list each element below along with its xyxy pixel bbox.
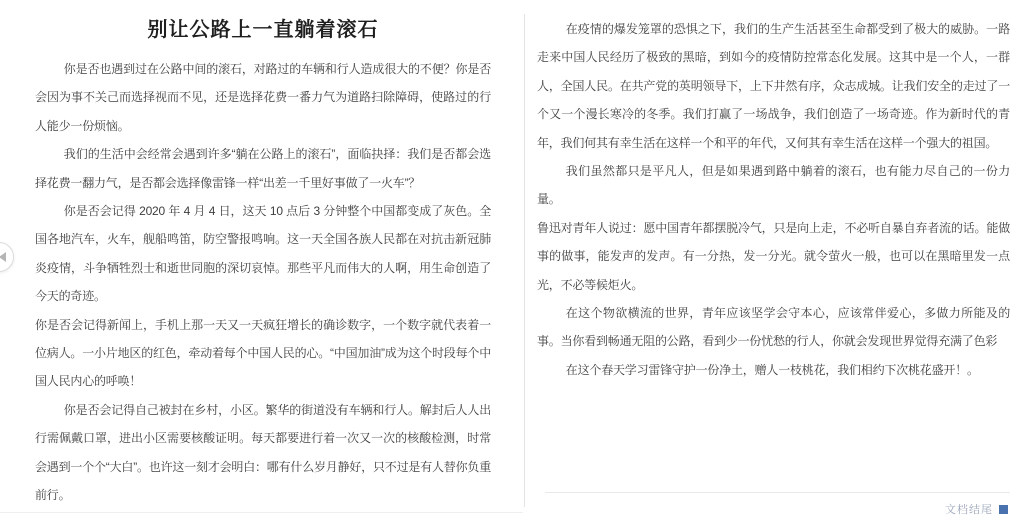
end-of-document-rule [545,492,1010,493]
paragraph[interactable]: 你是否会记得自己被封在乡村，小区。繁华的街道没有车辆和行人。解封后人人出行需佩戴口罩，进出小区需要核酸证明。每天都要进行着一次又一次的核酸检测，时常会遇到一个个“大白”。也许这一刻才会明白：哪有什么岁月静好，只不过是有人替你负重前行。 [35,402,491,503]
paragraph[interactable]: 你是否会记得 2020 年 4 月 4 日，这天 10 点后 3 分钟整个中国都变成了灰色。全国各地汽车，火车，舰船鸣笛，防空警报鸣响。这一天全国各族人民都在对抗击新冠肺炎疫情，斗争牺牲烈士和逝世同胞的深切哀悼。那些平凡而伟大的人啊，用生命创造了今天的奇迹。 [35,204,491,304]
paragraph[interactable]: 在这个物欲横流的世界，青年应该坚学会守本心，应该常伴爱心，多做力所能及的事。当你看到畅通无阻的公路，看到少一份忧愁的行人，你就会发现世界觉得充满了色彩 [537,306,1010,349]
end-of-document-square-icon [999,505,1008,514]
paragraph[interactable]: 你是否会记得新闻上，手机上那一天又一天疯狂增长的确诊数字，一个数字就代表着一位病人。一小片地区的红色，牵动着每个中国人民的心。“中国加油”成为这个时段每个中国人民内心的呼唤！ [35,317,491,389]
paragraph[interactable]: 我们虽然都只是平凡人，但是如果遇到路中躺着的滚石，也有能力尽自己的一份力量。 [537,164,1010,207]
paragraph[interactable]: 你是否也遇到过在公路中间的滚石，对路过的车辆和行人造成很大的不便？你是否会因为事不关己而选择视而不见，还是选择花费一番力气为道路扫除障碍，使路过的行人能少一份烦恼。 [35,62,491,133]
paragraph[interactable]: 我们的生活中会经常会遇到许多“躺在公路上的滚石”，面临抉择：我们是否都会选择花费一翻力气，是否都会选择像雷锋一样“出差一千里好事做了一火车”？ [35,147,491,190]
paragraph[interactable]: 在疫情的爆发笼罩的恐惧之下，我们的生产生活甚至生命都受到了极大的威胁。一路走来中国人民经历了极致的黑暗，到如今的疫情防控常态化发展。这其中是一个人，一群人，全国人民。在共产党的英明领导下，上下井然有序，众志成城。让我们安全的走过了一个又一个漫长寒冷的冬季。我们打赢了一场战争，我们创造了一场奇迹。作为新时代的青年，我们何其有幸生活在这样一个和平的年代，又何其有幸生活在这样一个强大的祖国。 [537,22,1010,150]
end-of-document-label: 文档结尾 [945,504,993,516]
page-2 [525,0,1024,520]
document-title: 别让公路上一直躺着滚石 [147,19,379,41]
paragraph[interactable]: 在这个春天学习雷锋守护一份净土，赠人一枝桃花，我们相约下次桃花盛开！。 [565,362,979,377]
left-arrow-icon [0,252,6,262]
paragraph[interactable]: 鲁迅对青年人说过：愿中国青年都摆脱冷气，只是向上走，不必听自暴自弃者流的话。能做事的做事，能发声的发声。有一分热，发一分光。就令萤火一般，也可以在黑暗里发一点光，不必等候炬火。 [537,220,1010,292]
page-bottom-edge [0,512,523,513]
end-of-document-marker [945,501,1008,517]
